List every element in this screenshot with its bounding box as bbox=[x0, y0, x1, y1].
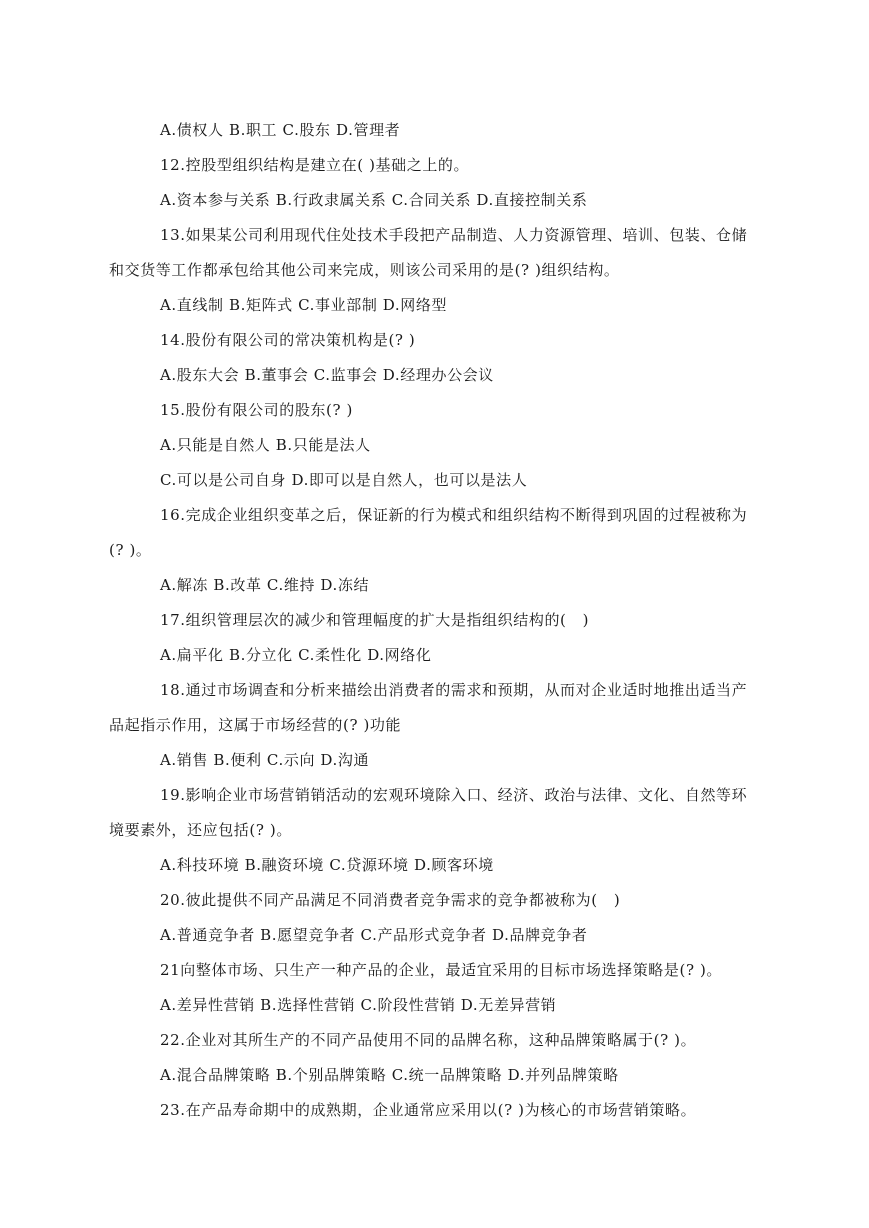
question-12: 12.控股型组织结构是建立在( )基础之上的。 bbox=[160, 156, 470, 174]
option-line-16: A.解冻 B.改革 C.维持 D.冻结 bbox=[160, 576, 370, 594]
option-line-11: A.债权人 B.职工 C.股东 D.管理者 bbox=[160, 121, 401, 139]
question-21: 21向整体市场、只生产一种产品的企业，最适宜采用的目标市场选择策略是(? )。 bbox=[160, 961, 723, 979]
option-line-13: A.直线制 B.矩阵式 C.事业部制 D.网络型 bbox=[160, 296, 448, 314]
question-23: 23.在产品寿命期中的成熟期，企业通常应采用以(? )为核心的市场营销策略。 bbox=[160, 1101, 697, 1119]
option-line-18: A.销售 B.便利 C.示向 D.沟通 bbox=[160, 751, 370, 769]
question-20: 20.彼此提供不同产品满足不同消费者竞争需求的竞争都被称为( ) bbox=[160, 891, 621, 909]
option-line-15a: A.只能是自然人 B.只能是法人 bbox=[160, 436, 371, 454]
question-13-continued: 和交货等工作都承包给其他公司来完成，则该公司采用的是(? )组织结构。 bbox=[109, 261, 620, 279]
option-line-14: A.股东大会 B.董事会 C.监事会 D.经理办公会议 bbox=[160, 366, 494, 384]
question-18-continued: 品起指示作用，这属于市场经营的(? )功能 bbox=[109, 716, 402, 734]
question-14: 14.股份有限公司的常决策机构是(? ) bbox=[160, 331, 416, 349]
option-line-17: A.扁平化 B.分立化 C.柔性化 D.网络化 bbox=[160, 646, 432, 664]
question-17: 17.组织管理层次的减少和管理幅度的扩大是指组织结构的( ) bbox=[160, 611, 590, 629]
question-19-continued: 境要素外，还应包括(? )。 bbox=[109, 821, 292, 839]
option-line-22: A.混合品牌策略 B.个别品牌策略 C.统一品牌策略 D.并列品牌策略 bbox=[160, 1066, 619, 1084]
question-15: 15.股份有限公司的股东(? ) bbox=[160, 401, 353, 419]
question-16-continued: (? )。 bbox=[109, 541, 152, 559]
question-18: 18.通过市场调查和分析来描绘出消费者的需求和预期，从而对企业适时地推出适当产 bbox=[160, 681, 748, 699]
question-22: 22.企业对其所生产的不同产品使用不同的品牌名称，这种品牌策略属于(? )。 bbox=[160, 1031, 697, 1049]
option-line-12: A.资本参与关系 B.行政隶属关系 C.合同关系 D.直接控制关系 bbox=[160, 191, 588, 209]
option-line-21: A.差异性营销 B.选择性营销 C.阶段性营销 D.无差异营销 bbox=[160, 996, 557, 1014]
question-13: 13.如果某公司利用现代住处技术手段把产品制造、人力资源管理、培训、包装、仓储 bbox=[160, 226, 748, 244]
option-line-20: A.普通竞争者 B.愿望竞争者 C.产品形式竞争者 D.品牌竞争者 bbox=[160, 926, 588, 944]
option-line-15b: C.可以是公司自身 D.即可以是自然人，也可以是法人 bbox=[160, 471, 528, 489]
question-list bbox=[109, 113, 748, 1128]
question-19: 19.影响企业市场营销销活动的宏观环境除入口、经济、政治与法律、文化、自然等环 bbox=[160, 786, 748, 804]
option-line-19: A.科技环境 B.融资环境 C.贷源环境 D.顾客环境 bbox=[160, 856, 494, 874]
question-16: 16.完成企业组织变革之后，保证新的行为模式和组织结构不断得到巩固的过程被称为 bbox=[160, 506, 748, 524]
